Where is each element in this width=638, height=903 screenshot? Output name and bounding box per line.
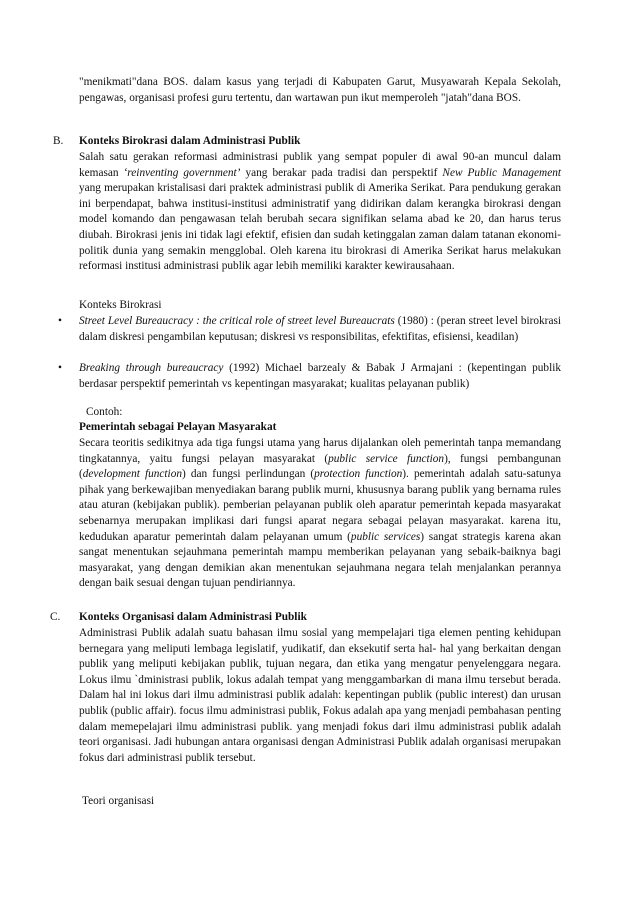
section-b-text-3: yang merupakan kristalisasi dari praktek administrasi publik di Amerika Serikat. Para pendukung gerakan ini berpendapat, bahwa institusi-institusi administratif yang didirikan dalam kerangka birokrasi dengan model komando dan pengawasan telah berubah secara signifikan selama abad ke 20, dan harus terus diubah. Birokrasi jenis ini tidak lagi efektif, efisien dan sudah ketinggalan zaman dalam tatanan ekonomi-politik dunia yang semakin mengglobal. Oleh karena itu birokrasi di Amerika Serikat harus melakukan reformasi institusi administrasi publik agar lebih memiliki karakter kewirausahaan. (79, 182, 561, 273)
section-b-text-2: yang berakar pada tradisi dan perspektif (240, 166, 443, 179)
contoh-text-4: ). pemerintah adalah satu-satunya pihak yang berkewajiban menyediakan barang publik murni, khususnya barang publik yang bernama rules atau aturan (kebijakan publik). pemberian pelayanan publik oleh aparatur pemerintah kepada masyarakat sebenarnya merupakan implikasi dari fungsi aparat negara sebagai pelayan masyarakat. karena itu, kedudukan aparatur pemerintah dalam pelayanan umum ( (79, 468, 561, 543)
contoh-text-3: ) dan fungsi perlindungan ( (182, 468, 315, 481)
contoh-text-1: Secara teoritis sedikitnya ada tiga fungsi utama yang harus dijalankan oleh pemerintah tanpa memandang tingkatannya, yaitu fungsi pelayan masyarakat ( (79, 437, 561, 465)
contoh-label: Contoh: (86, 406, 123, 418)
contoh-italic-2: development function (82, 468, 182, 481)
section-b-text-1: Salah satu gerakan reformasi administrasi publik yang sempat populer di awal 90-an muncul dalam kemasan (79, 151, 561, 179)
section-c-paragraph (79, 626, 561, 766)
intro-paragraph (79, 75, 561, 106)
bullet-1-italic: Street Level Bureaucracy : the critical role of street level Bureaucrats (79, 315, 395, 327)
bullet-2-italic: Breaking through bureaucracy (79, 362, 224, 374)
contoh-text-5: ) sangat strategis karena akan sangat menentukan sejauhmana pemerintah mampu memberikan pelayanan yang sebaik-baiknya bagi masyarakat, yang dengan demikian akan menentukan sejauhmana negara telah menjalankan perannya dengan baik sesuai dengan tujuan pendiriannya. (79, 530, 561, 590)
contoh-heading: Pemerintah sebagai Pelayan Masyarakat (79, 421, 277, 433)
section-b-heading: Konteks Birokrasi dalam Administrasi Publik (79, 135, 301, 147)
contoh-text-2: ), fungsi pembangunan ( (79, 452, 561, 481)
contoh-italic-4: public services (350, 530, 421, 543)
section-c-text: Administrasi Publik adalah suatu bahasan ilmu sosial yang mempelajari tiga elemen penting kehidupan bernegara yang meliputi lembaga legislatif, yudikatif, dan eksekutif serta hal- hal yang berkaitan dengan publik yang meliputi kebijakan publik, tujuan negara, dan etika yang mengatur penyelenggara negara. Lokus ilmu `dministrasi publik, lokus adalah tempat yang menggambarkan di mana ilmu tersebut berada. Dalam hal ini lokus dari ilmu administrasi publik adalah: kepentingan publik (public interest) dan urusan publik (public affair). focus ilmu administrasi publik, Fokus adalah apa yang menjadi pembahasan penting dalam memepelajari ilmu administrasi publik. yang menjadi fokus dari ilmu administrasi publik adalah teori organisasi. Jadi hubungan antara organisasi dengan Administrasi Publik adalah organisasi merupakan fokus dari administrasi publik tersebut. (79, 627, 561, 764)
section-b-paragraph (79, 150, 561, 275)
section-c-heading: Konteks Organisasi dalam Administrasi Publik (79, 611, 307, 623)
section-b-italic-1: ‘reinventing government’ (123, 166, 241, 179)
section-b-italic-2: New Public Management (442, 166, 561, 179)
contoh-paragraph (79, 436, 561, 592)
section-c-marker: C. (50, 611, 61, 623)
contoh-italic-3: protection function (314, 468, 403, 481)
teori-organisasi-label: Teori organisasi (82, 795, 155, 807)
bullet-2-text (79, 361, 561, 392)
bullet-2-rest: (1992) Michael barzealy & Babak J Armajani : (kepentingan publik berdasar perspektif pemerintah vs kepentingan masyarakat; kualitas pelayanan publik) (79, 362, 561, 390)
konteks-birokrasi-title: Konteks Birokrasi (79, 299, 162, 311)
intro-text: "menikmati"dana BOS. dalam kasus yang terjadi di Kabupaten Garut, Musyawarah Kepala Sekolah, pengawas, organisasi profesi guru tertentu, dan wartawan pun ikut memperoleh "jatah"dana BOS. (79, 76, 561, 104)
section-b-marker: B. (53, 135, 64, 147)
bullet-1-rest: (1980) : (peran street level birokrasi dalam diskresi pengambilan keputusan; diskresi vs responsibilitas, efektifitas, efisiensi, keadilan) (79, 315, 561, 343)
bullet-1-marker: • (58, 315, 62, 327)
bullet-1-text (79, 314, 561, 345)
contoh-italic-1: public service function (328, 452, 445, 465)
bullet-2-marker: • (58, 362, 62, 374)
